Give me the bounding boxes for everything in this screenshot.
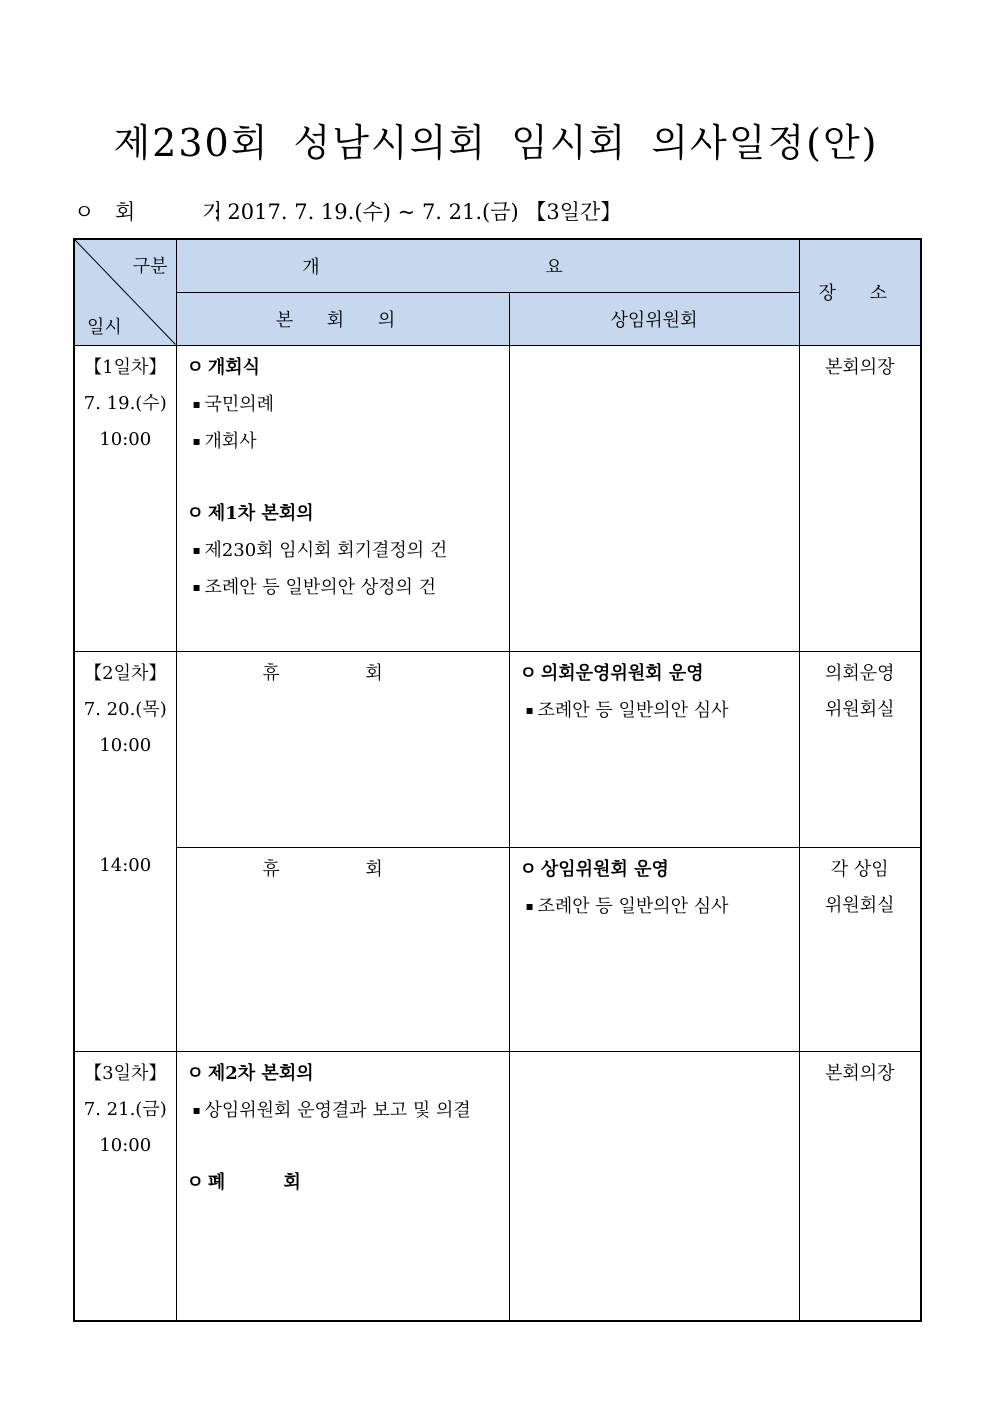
day1-label: 【1일차】 [84, 356, 167, 378]
day1-plenary-cell [176, 345, 509, 651]
day-row-2b [74, 847, 921, 1051]
day2-place-2: 각 상임 위원회실 [799, 847, 921, 1051]
day2-time: 10:00 [99, 734, 152, 756]
day3-place: 본회의장 [799, 1051, 921, 1321]
day3-section-closing: ㅇ 폐 회 [186, 1171, 327, 1193]
corner-header-cell [74, 239, 176, 345]
list-item: ▪ 국민의례 [177, 386, 509, 423]
day2-label: 【2일차】 [84, 662, 167, 684]
day3-date: 7. 21.(금) [83, 1098, 167, 1120]
day2-committee-cell-1 [509, 651, 799, 847]
list-item: ▪ 제230회 임시회 회기결정의 건 [177, 532, 509, 569]
day3-section-plenary: ㅇ 제2차 본회의 [186, 1062, 314, 1084]
list-item: ▪ 개회사 [177, 423, 509, 460]
bullet-circle: ㅇ [519, 858, 537, 880]
corner-label-datetime: 일시 [87, 316, 122, 338]
day2-time-afternoon: 14:00 [99, 854, 152, 876]
session-period [74, 196, 621, 226]
session-value: : 2017. 7. 19.(수) ~ 7. 21.(금) 【3일간】 [213, 200, 622, 224]
day1-section-plenary: ㅇ 제1차 본회의 [186, 502, 314, 524]
day2-section-standing: ㅇ 상임위원회 운영 [519, 858, 669, 880]
bullet-circle: ㅇ [186, 356, 204, 378]
day2-plenary-cell-2 [176, 847, 509, 1051]
plenary-header: 본 회 의 [176, 292, 509, 345]
page-title: 제230회 성남시의회 임시회 의사일정(안) [113, 121, 879, 165]
list-item: ▪ 상임위원회 운영결과 보고 및 의결 [177, 1092, 509, 1129]
place-header: 장 소 [799, 239, 921, 345]
bullet-circle: ㅇ [519, 662, 537, 684]
day2-datetime-cell [74, 651, 176, 1051]
session-label: 회 기 [114, 200, 253, 224]
recess-label: 휴 회 [262, 858, 423, 880]
day2-plenary-cell-1 [176, 651, 509, 847]
bullet-circle: ㅇ [74, 200, 95, 224]
bullet-circle: ㅇ [186, 502, 204, 524]
schedule-table [73, 238, 922, 1322]
list-item: ▪ 조례안 등 일반의안 심사 [510, 692, 799, 729]
day-row-3 [74, 1051, 921, 1321]
list-item: ▪ 조례안 등 일반의안 상정의 건 [177, 569, 509, 606]
day1-date: 7. 19.(수) [83, 392, 167, 414]
day1-committee-cell [509, 345, 799, 651]
day2-committee-cell-2 [509, 847, 799, 1051]
day3-datetime-cell [74, 1051, 176, 1321]
day1-time: 10:00 [99, 428, 152, 450]
day2-date: 7. 20.(목) [83, 698, 167, 720]
list-item: ▪ 조례안 등 일반의안 심사 [510, 888, 799, 925]
overview-header: 개 요 [176, 239, 799, 292]
bullet-circle: ㅇ [186, 1171, 204, 1193]
day-row-2a [74, 651, 921, 847]
corner-label-category: 구분 [132, 256, 168, 277]
day3-committee-cell [509, 1051, 799, 1321]
day3-time: 10:00 [99, 1134, 152, 1156]
committee-header: 상임위원회 [509, 292, 799, 345]
day2-place-1: 의회운영 위원회실 [799, 651, 921, 847]
bullet-circle: ㅇ [186, 1062, 204, 1084]
recess-label: 휴 회 [262, 662, 423, 684]
day2-section-steering: ㅇ 의회운영위원회 운영 [519, 662, 704, 684]
day1-place: 본회의장 [799, 345, 921, 651]
day1-section-opening: ㅇ 개회식 [186, 356, 261, 378]
day-row-1 [74, 345, 921, 651]
day3-plenary-cell [176, 1051, 509, 1321]
day3-label: 【3일차】 [84, 1062, 167, 1084]
day1-datetime-cell [74, 345, 176, 651]
